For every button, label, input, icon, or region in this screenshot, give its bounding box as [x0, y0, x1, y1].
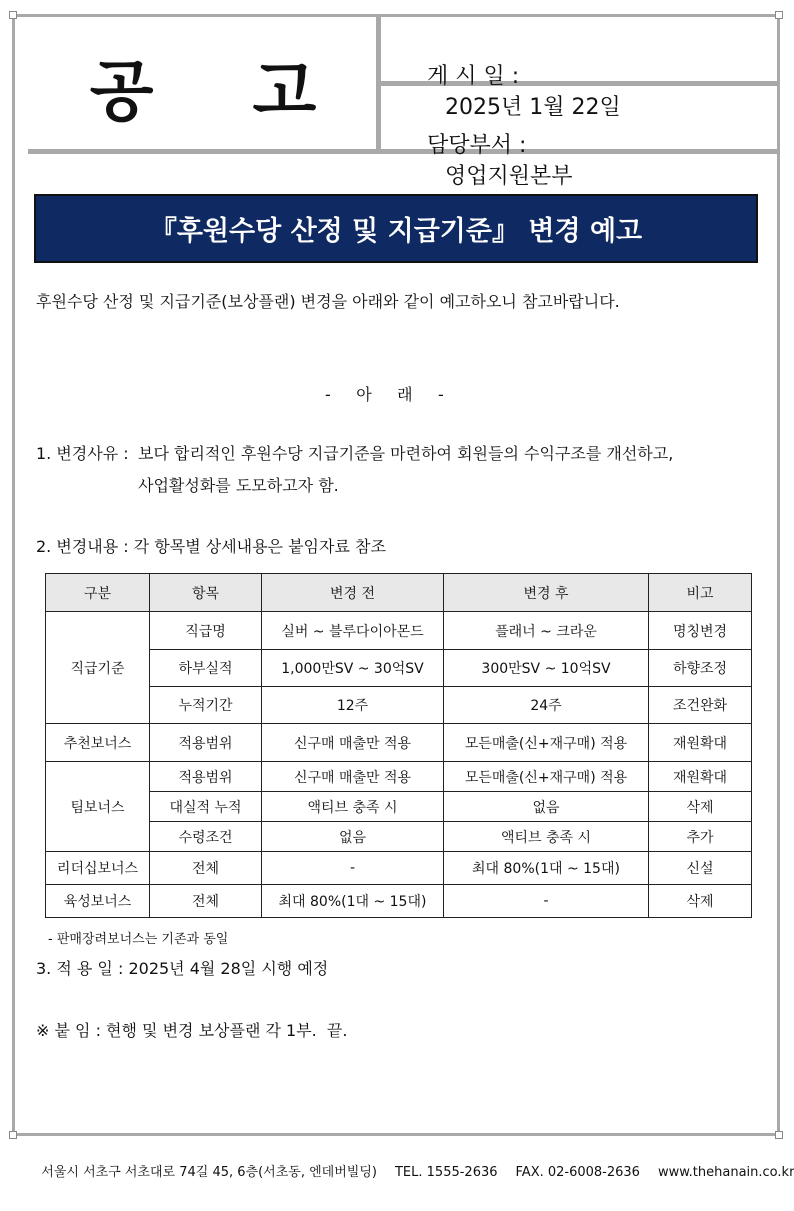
note-cell: 추가 [649, 822, 752, 852]
before-cell: - [262, 852, 444, 885]
item-cell: 전체 [150, 852, 262, 885]
item1-line1: 보다 합리적인 후원수당 지급기준을 마련하여 회원들의 수익구조를 개선하고, [138, 444, 674, 463]
table-row [46, 822, 752, 852]
item-cell: 직급명 [150, 612, 262, 650]
table-row [46, 885, 752, 918]
item1-label: 1. 변경사유 : [36, 444, 129, 463]
before-cell: 12주 [262, 687, 444, 724]
before-cell: 신구매 매출만 적용 [262, 724, 444, 762]
note-cell: 신설 [649, 852, 752, 885]
frame-corner [775, 11, 783, 19]
header-cell: 항목 [150, 574, 262, 612]
table-row [46, 687, 752, 724]
note-cell: 조건완화 [649, 687, 752, 724]
group-cell: 추천보너스 [46, 724, 150, 762]
before-cell: 실버 ~ 블루다이아몬드 [262, 612, 444, 650]
department-value: 영업지원본부 [445, 164, 573, 189]
note-cell: 명칭변경 [649, 612, 752, 650]
group-cell: 리더십보너스 [46, 852, 150, 885]
header-cell: 변경 후 [444, 574, 649, 612]
before-cell: 액티브 충족 시 [262, 792, 444, 822]
before-cell: 신구매 매출만 적용 [262, 762, 444, 792]
after-cell: 24주 [444, 687, 649, 724]
footer-address: 서울시 서초구 서초대로 74길 45, 6층(서초동, 엔데버빌딩) [41, 1165, 377, 1180]
item-cell: 적용범위 [150, 724, 262, 762]
table-row [46, 724, 752, 762]
footer [33, 1146, 794, 1180]
after-cell: 없음 [444, 792, 649, 822]
item-cell: 하부실적 [150, 650, 262, 687]
note-cell: 하향조정 [649, 650, 752, 687]
after-cell: 300만SV ~ 10억SV [444, 650, 649, 687]
department [413, 103, 573, 190]
table-row [46, 650, 752, 687]
change-table [45, 573, 752, 918]
before-cell: 1,000만SV ~ 30억SV [262, 650, 444, 687]
after-cell: - [444, 885, 649, 918]
after-cell: 액티브 충족 시 [444, 822, 649, 852]
notice-banner: 『후원수당 산정 및 지급기준』 변경 예고 [34, 194, 758, 263]
table-row [46, 852, 752, 885]
notice-title: 공 고 [89, 52, 355, 130]
header-cell: 비고 [649, 574, 752, 612]
table-row [46, 762, 752, 792]
section-separator: - 아 래 - [325, 385, 444, 404]
header-divider [28, 149, 778, 154]
item3-text: 3. 적 용 일 : 2025년 4월 28일 시행 예정 [36, 959, 329, 978]
item1-line2: 사업활성화를 도모하고자 함. [138, 476, 339, 495]
table-header-row [46, 574, 752, 612]
group-cell: 팀보너스 [46, 762, 150, 852]
group-cell: 직급기준 [46, 612, 150, 724]
frame-corner [775, 1131, 783, 1139]
department-label: 담당부서 : [427, 133, 527, 158]
frame-corner [9, 11, 17, 19]
item-cell: 대실적 누적 [150, 792, 262, 822]
item-cell: 전체 [150, 885, 262, 918]
note-cell: 재원확대 [649, 762, 752, 792]
table-row [46, 612, 752, 650]
before-cell: 없음 [262, 822, 444, 852]
header-cell: 구분 [46, 574, 150, 612]
table-note: - 판매장려보너스는 기존과 동일 [48, 932, 229, 947]
attachment-text: ※ 붙 임 : 현행 및 변경 보상플랜 각 1부. 끝. [36, 1021, 348, 1040]
after-cell: 플래너 ~ 크라운 [444, 612, 649, 650]
intro-text: 후원수당 산정 및 지급기준(보상플랜) 변경을 아래와 같이 예고하오니 참고바랍니다. [36, 292, 620, 311]
frame-corner [9, 1131, 17, 1139]
after-cell: 모든매출(신+재구매) 적용 [444, 762, 649, 792]
footer-tel: TEL. 1555-2636 [394, 1165, 498, 1180]
post-date-value: 2025년 1월 22일 [445, 95, 621, 120]
header-cell: 변경 전 [262, 574, 444, 612]
item2-text: 2. 변경내용 : 각 항목별 상세내용은 붙임자료 참조 [36, 537, 386, 556]
note-cell: 삭제 [649, 792, 752, 822]
item-cell: 누적기간 [150, 687, 262, 724]
after-cell: 최대 80%(1대 ~ 15대) [444, 852, 649, 885]
after-cell: 모든매출(신+재구매) 적용 [444, 724, 649, 762]
note-cell: 삭제 [649, 885, 752, 918]
item-cell: 적용범위 [150, 762, 262, 792]
footer-website-link[interactable]: www.thehanain.co.kr [657, 1165, 794, 1180]
table-row [46, 792, 752, 822]
post-date-label: 게 시 일 : [427, 64, 520, 89]
group-cell: 육성보너스 [46, 885, 150, 918]
before-cell: 최대 80%(1대 ~ 15대) [262, 885, 444, 918]
note-cell: 재원확대 [649, 724, 752, 762]
item-cell: 수령조건 [150, 822, 262, 852]
footer-fax: FAX. 02-6008-2636 [515, 1165, 640, 1180]
